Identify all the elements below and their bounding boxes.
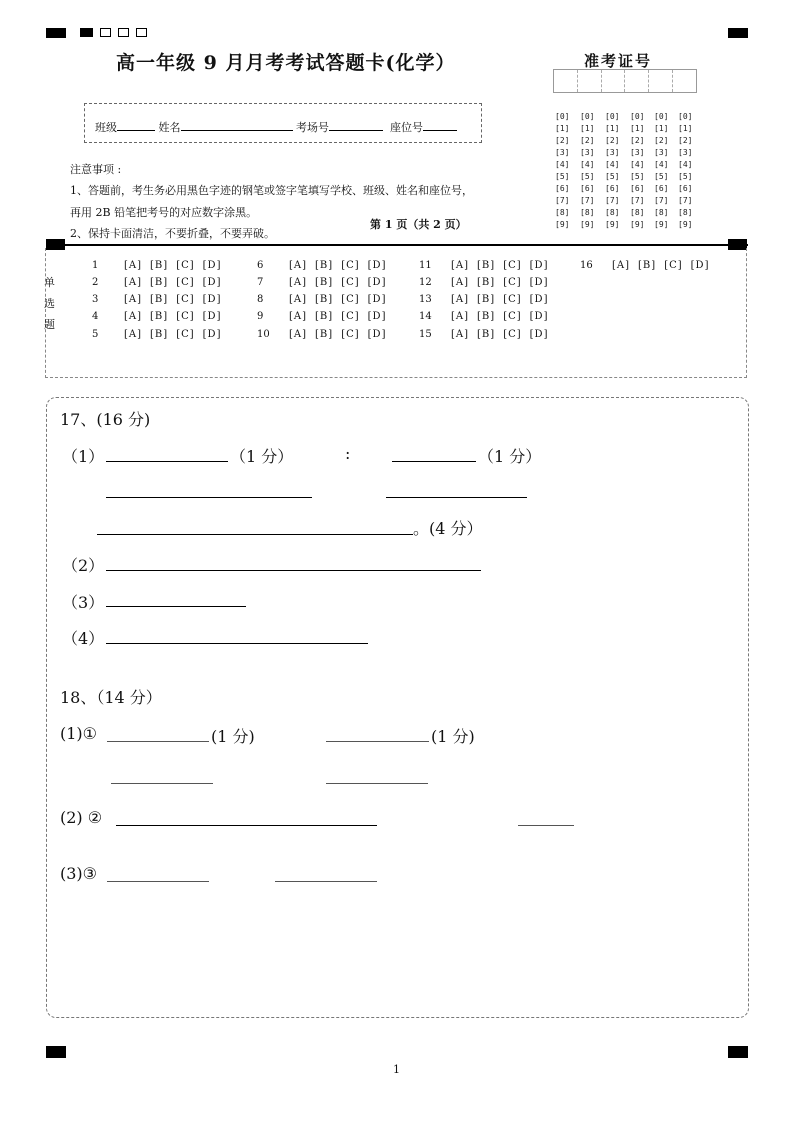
exam-id-bubble[interactable]: [9] [580, 220, 595, 229]
q18-part1-answer-line-d[interactable] [326, 783, 428, 784]
mc-question-row [92, 329, 229, 340]
exam-id-bubble[interactable]: [0] [678, 112, 693, 121]
mc-question-number: 1 [92, 260, 99, 271]
mc-question-row [92, 277, 229, 288]
exam-id-bubble[interactable]: [4] [555, 160, 570, 169]
exam-id-bubble[interactable]: [6] [630, 184, 645, 193]
mc-option-bubble[interactable]: [A] [289, 329, 308, 340]
page-title: 高一年级 9 月月考考试答题卡(化学） [116, 52, 456, 74]
mc-option-bubble[interactable]: [C] [176, 260, 195, 271]
mc-option-bubble[interactable]: [A] [451, 294, 470, 305]
mc-option-bubble[interactable]: [C] [341, 260, 360, 271]
mc-option-bubble[interactable]: [A] [451, 260, 470, 271]
mc-label-char: 题 [44, 318, 55, 331]
mc-option-bubble[interactable]: [A] [124, 260, 143, 271]
exam-id-bubble[interactable]: [0] [555, 112, 570, 121]
mc-option-bubble[interactable]: [B] [150, 311, 169, 322]
mc-option-bubble[interactable]: [B] [477, 329, 496, 340]
mc-question-number: 3 [92, 294, 99, 305]
mc-option-bubble[interactable]: [C] [341, 294, 360, 305]
mc-question-number: 9 [257, 311, 264, 322]
q18-part3-answer-line-b[interactable] [275, 881, 377, 882]
student-info-box [84, 103, 482, 143]
mc-option-bubble[interactable]: [B] [477, 260, 496, 271]
mc-option-bubble[interactable]: [D] [367, 329, 387, 340]
page-number: 1 [393, 1063, 400, 1076]
mc-option-bubble[interactable]: [D] [367, 260, 387, 271]
check-square [100, 28, 111, 37]
exam-id-bubble[interactable]: [2] [605, 136, 620, 145]
q17-part2-label: （2） [62, 556, 105, 575]
q17-part1-answer-line-e[interactable] [97, 534, 413, 535]
q17-part3-answer-line[interactable] [106, 606, 246, 607]
mc-option-bubble[interactable]: [D] [529, 329, 549, 340]
mc-option-bubble[interactable]: [A] [124, 311, 143, 322]
mc-question-row [419, 294, 556, 305]
exam-id-bubble[interactable]: [8] [630, 208, 645, 217]
mc-option-bubble[interactable]: [A] [451, 329, 470, 340]
q17-part3-label: （3） [62, 593, 105, 612]
timing-mark-top-left [46, 28, 66, 38]
exam-id-digit-column [605, 111, 625, 231]
exam-id-bubble[interactable]: [1] [654, 124, 669, 133]
mc-option-bubble[interactable]: [D] [529, 260, 549, 271]
section-divider [46, 244, 748, 246]
mc-question-number: 14 [419, 311, 432, 322]
exam-id-bubble[interactable]: [1] [555, 124, 570, 133]
mc-option-bubble[interactable]: [B] [477, 294, 496, 305]
mc-option-bubble[interactable]: [D] [202, 294, 222, 305]
q18-heading: 18、（14 分） [60, 688, 162, 707]
mc-option-bubble[interactable]: [C] [503, 329, 522, 340]
exam-id-bubble[interactable]: [4] [630, 160, 645, 169]
exam-id-bubble[interactable]: [5] [654, 172, 669, 181]
exam-id-bubble[interactable]: [6] [654, 184, 669, 193]
mc-question-row [419, 260, 556, 271]
q17-part4-answer-line[interactable] [106, 643, 368, 644]
q18-part1-score-b: (1 分) [431, 727, 475, 746]
q17-part4-label: （4） [62, 629, 105, 648]
mc-option-bubble[interactable]: [C] [176, 294, 195, 305]
mc-option-bubble[interactable]: [D] [202, 311, 222, 322]
mc-option-bubble[interactable]: [B] [315, 294, 334, 305]
page-info: 第 1 页（共 2 页） [370, 218, 467, 231]
exam-id-bubble[interactable]: [5] [580, 172, 595, 181]
mc-question-number: 13 [419, 294, 432, 305]
mc-question-number: 11 [419, 260, 432, 271]
mc-question-number: 15 [419, 329, 432, 340]
exam-id-bubble[interactable]: [1] [630, 124, 645, 133]
q17-part1-end-score: 。(4 分） [413, 519, 483, 538]
exam-id-bubble[interactable]: [2] [678, 136, 693, 145]
exam-id-bubble[interactable]: [8] [605, 208, 620, 217]
seat-field[interactable] [423, 120, 457, 131]
exam-id-bubble[interactable]: [6] [580, 184, 595, 193]
room-label: 考场号 [296, 121, 329, 134]
exam-id-digit-column [630, 111, 650, 231]
q18-part1-answer-line-c[interactable] [111, 783, 213, 784]
mc-question-number: 12 [419, 277, 432, 288]
name-field[interactable] [181, 120, 293, 131]
mc-option-bubble[interactable]: [B] [477, 277, 496, 288]
mc-option-bubble[interactable]: [C] [176, 329, 195, 340]
exam-id-bubble[interactable]: [4] [580, 160, 595, 169]
mc-option-bubble[interactable]: [D] [367, 277, 387, 288]
mc-option-bubble[interactable]: [B] [315, 277, 334, 288]
exam-id-bubble[interactable]: [0] [654, 112, 669, 121]
mc-option-bubble[interactable]: [A] [451, 311, 470, 322]
q17-part1-colon: : [345, 444, 351, 463]
exam-id-bubble[interactable]: [3] [678, 148, 693, 157]
exam-id-bubble[interactable]: [5] [678, 172, 693, 181]
exam-id-bubble[interactable]: [4] [605, 160, 620, 169]
exam-id-bubble[interactable]: [6] [555, 184, 570, 193]
exam-id-digit-column [654, 111, 674, 231]
mc-question-number: 2 [92, 277, 99, 288]
exam-id-bubble[interactable]: [7] [605, 196, 620, 205]
exam-id-bubble[interactable]: [0] [630, 112, 645, 121]
q18-part1-answer-line-b[interactable] [326, 741, 429, 742]
mc-question-number: 7 [257, 277, 264, 288]
exam-id-bubble[interactable]: [4] [654, 160, 669, 169]
exam-id-bubble[interactable]: [6] [678, 184, 693, 193]
mc-question-number: 4 [92, 311, 99, 322]
exam-id-bubble[interactable]: [4] [678, 160, 693, 169]
mc-option-bubble[interactable]: [A] [289, 277, 308, 288]
q17-part1-answer-line-c[interactable] [106, 497, 312, 498]
mc-option-bubble[interactable]: [A] [612, 260, 631, 271]
mc-option-bubble[interactable]: [B] [150, 260, 169, 271]
mc-option-bubble[interactable]: [B] [150, 329, 169, 340]
mc-option-bubble[interactable]: [D] [529, 311, 549, 322]
exam-id-cell[interactable] [554, 70, 578, 92]
exam-id-bubble[interactable]: [8] [678, 208, 693, 217]
mc-option-bubble[interactable]: [D] [367, 311, 387, 322]
exam-id-bubble[interactable]: [2] [580, 136, 595, 145]
mc-question-number: 16 [580, 260, 593, 271]
mc-option-bubble[interactable]: [D] [202, 260, 222, 271]
mc-question-number: 5 [92, 329, 99, 340]
exam-id-digit-column [580, 111, 600, 231]
q18-part3-label: (3)③ [60, 864, 98, 883]
exam-id-bubble[interactable]: [7] [580, 196, 595, 205]
mc-option-bubble[interactable]: [B] [315, 329, 334, 340]
q17-part1-score-b: （1 分） [478, 447, 542, 466]
exam-id-bubble[interactable]: [6] [605, 184, 620, 193]
timing-mark-top-right [728, 28, 748, 38]
exam-id-bubble[interactable]: [8] [654, 208, 669, 217]
notes-line-2: 再用 2B 铅笔把考号的对应数字涂黑。 [70, 206, 258, 219]
mc-question-row [419, 311, 556, 322]
mc-option-bubble[interactable]: [B] [315, 311, 334, 322]
mc-option-bubble[interactable]: [A] [451, 277, 470, 288]
exam-id-digit-column [678, 111, 698, 231]
exam-id-bubble[interactable]: [2] [555, 136, 570, 145]
mc-question-row [580, 260, 717, 271]
mc-option-bubble[interactable]: [A] [289, 260, 308, 271]
exam-id-input-grid[interactable] [553, 69, 697, 93]
mc-option-bubble[interactable]: [B] [477, 311, 496, 322]
q18-part2-answer-line-a[interactable] [116, 825, 377, 826]
exam-id-bubble[interactable]: [8] [580, 208, 595, 217]
mc-option-bubble[interactable]: [A] [124, 294, 143, 305]
exam-id-bubble[interactable]: [0] [580, 112, 595, 121]
exam-id-bubble[interactable]: [9] [555, 220, 570, 229]
mc-question-number: 8 [257, 294, 264, 305]
multiple-choice-label [44, 272, 58, 335]
mc-option-bubble[interactable]: [C] [341, 311, 360, 322]
mc-option-bubble[interactable]: [D] [202, 277, 222, 288]
q17-part2-answer-line[interactable] [106, 570, 481, 571]
class-label: 班级 [95, 121, 117, 134]
exam-id-bubble[interactable]: [5] [555, 172, 570, 181]
exam-id-cell[interactable] [673, 70, 696, 92]
mc-question-row [257, 277, 394, 288]
notes-line-3: 2、保持卡面清洁，不要折叠，不要弄破。 [70, 227, 275, 240]
q17-part1-score-a: （1 分） [230, 447, 294, 466]
mc-option-bubble[interactable]: [C] [503, 294, 522, 305]
mc-option-bubble[interactable]: [C] [176, 277, 195, 288]
exam-id-bubble[interactable]: [9] [630, 220, 645, 229]
exam-id-bubble[interactable]: [9] [678, 220, 693, 229]
exam-id-cell[interactable] [578, 70, 602, 92]
mc-option-bubble[interactable]: [D] [690, 260, 710, 271]
mc-question-row [257, 311, 394, 322]
exam-id-cell[interactable] [625, 70, 649, 92]
timing-mark-top-left-2 [80, 28, 93, 37]
mc-option-bubble[interactable]: [A] [289, 294, 308, 305]
q18-part1-label: (1)① [60, 724, 98, 743]
mc-question-number: 6 [257, 260, 264, 271]
exam-id-cell[interactable] [602, 70, 626, 92]
class-field[interactable] [117, 120, 155, 131]
exam-id-bubble[interactable]: [2] [654, 136, 669, 145]
mc-question-row [92, 260, 229, 271]
q17-heading: 17、(16 分) [60, 410, 151, 429]
exam-id-bubble[interactable]: [3] [605, 148, 620, 157]
mc-option-bubble[interactable]: [C] [341, 329, 360, 340]
mc-option-bubble[interactable]: [B] [150, 277, 169, 288]
exam-id-bubble[interactable]: [7] [654, 196, 669, 205]
exam-id-bubble[interactable]: [3] [580, 148, 595, 157]
exam-id-bubble[interactable]: [1] [678, 124, 693, 133]
exam-id-bubble[interactable]: [3] [654, 148, 669, 157]
mc-question-row [419, 277, 556, 288]
mc-option-bubble[interactable]: [B] [638, 260, 657, 271]
mc-label-char: 单 [44, 276, 55, 289]
exam-id-bubble[interactable]: [0] [605, 112, 620, 121]
seat-label: 座位号 [390, 121, 423, 134]
exam-id-bubble[interactable]: [7] [678, 196, 693, 205]
notes-heading: 注意事项 : [70, 163, 122, 176]
mc-option-bubble[interactable]: [C] [341, 277, 360, 288]
exam-id-bubble[interactable]: [3] [630, 148, 645, 157]
q18-part2-label: (2) ② [60, 808, 103, 827]
name-label: 姓名 [158, 121, 181, 134]
q17-part1-answer-line-b[interactable] [392, 461, 476, 462]
mc-option-bubble[interactable]: [C] [503, 311, 522, 322]
timing-mark-bottom-left [46, 1046, 66, 1058]
mc-option-bubble[interactable]: [C] [503, 277, 522, 288]
mc-question-row [92, 294, 229, 305]
notes-line-1: 1、答题前，考生务必用黑色字迹的钢笔或签字笔填写学校、班级、姓名和座位号， [70, 184, 473, 197]
mc-option-bubble[interactable]: [A] [289, 311, 308, 322]
mc-option-bubble[interactable]: [A] [124, 277, 143, 288]
room-field[interactable] [329, 120, 383, 131]
mc-question-row [257, 329, 394, 340]
exam-id-bubble[interactable]: [9] [654, 220, 669, 229]
q18-part2-answer-line-b[interactable] [518, 825, 574, 826]
mc-option-bubble[interactable]: [D] [202, 329, 222, 340]
mc-question-number: 10 [257, 329, 270, 340]
mc-option-bubble[interactable]: [C] [176, 311, 195, 322]
mc-option-bubble[interactable]: [C] [664, 260, 683, 271]
exam-id-bubble[interactable]: [2] [630, 136, 645, 145]
student-info-row [95, 119, 457, 135]
exam-id-bubble[interactable]: [8] [555, 208, 570, 217]
mc-option-bubble[interactable]: [D] [367, 294, 387, 305]
exam-id-cell[interactable] [649, 70, 673, 92]
exam-id-bubble[interactable]: [9] [605, 220, 620, 229]
exam-id-bubble[interactable]: [3] [555, 148, 570, 157]
mc-option-bubble[interactable]: [C] [503, 260, 522, 271]
exam-id-digit-column [555, 111, 575, 231]
q17-part1-answer-line-d[interactable] [386, 497, 527, 498]
q17-part1-answer-line-a[interactable] [106, 461, 228, 462]
exam-id-bubble[interactable]: [1] [605, 124, 620, 133]
mc-question-row [419, 329, 556, 340]
mc-option-bubble[interactable]: [B] [150, 294, 169, 305]
mc-question-row [257, 294, 394, 305]
mc-question-row [257, 260, 394, 271]
mc-label-char: 选 [44, 297, 55, 310]
mc-option-bubble[interactable]: [B] [315, 260, 334, 271]
q18-part1-answer-line-a[interactable] [107, 741, 209, 742]
exam-id-bubble[interactable]: [5] [630, 172, 645, 181]
exam-id-bubble[interactable]: [7] [555, 196, 570, 205]
check-square [136, 28, 147, 37]
q18-part3-answer-line-a[interactable] [107, 881, 209, 882]
q18-part1-score-a: (1 分) [211, 727, 255, 746]
mc-option-bubble[interactable]: [D] [529, 294, 549, 305]
exam-id-bubble[interactable]: [7] [630, 196, 645, 205]
check-square [118, 28, 129, 37]
mc-option-bubble[interactable]: [D] [529, 277, 549, 288]
exam-id-title: 准考证号 [584, 52, 653, 70]
exam-id-bubble[interactable]: [5] [605, 172, 620, 181]
mc-option-bubble[interactable]: [A] [124, 329, 143, 340]
q17-part1-label: （1） [62, 447, 105, 466]
mc-question-row [92, 311, 229, 322]
timing-mark-bottom-right [728, 1046, 748, 1058]
exam-id-bubble[interactable]: [1] [580, 124, 595, 133]
